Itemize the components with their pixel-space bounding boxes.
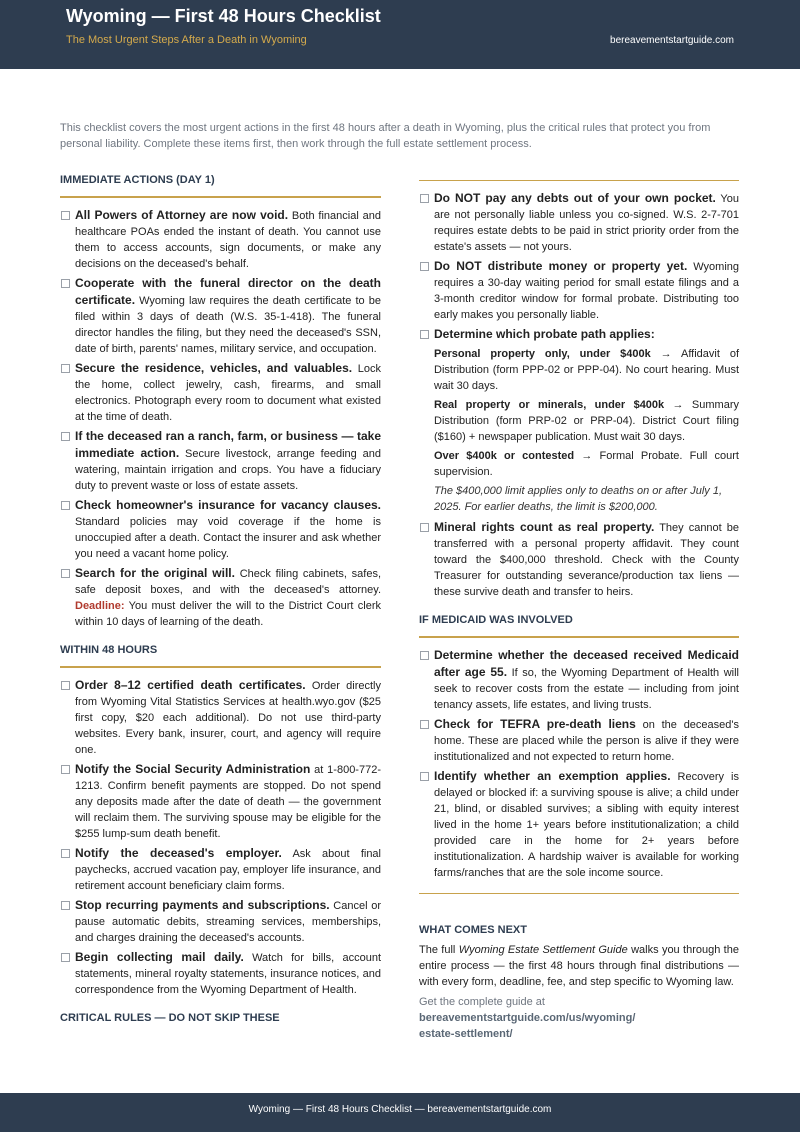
- item-title: Notify the deceased's employer.: [75, 846, 282, 860]
- next-paragraph: [419, 942, 739, 990]
- checklist-item: [60, 677, 381, 758]
- right-column: [419, 180, 739, 1042]
- item-text: Both financial and healthcare POAs ended the instant of death. You cannot use them to access accounts, sign documents, or make any decisions on the deceased's behalf.: [75, 210, 381, 270]
- item-title: Order 8–12 certified death certificates.: [75, 678, 306, 692]
- checkbox-icon[interactable]: [61, 364, 70, 373]
- arrow-icon: →: [581, 450, 593, 462]
- deadline-label: Deadline:: [75, 600, 125, 612]
- checklist-item: [419, 647, 739, 713]
- checkbox-icon[interactable]: [420, 651, 429, 660]
- item-title: Check for TEFRA pre-death liens: [434, 717, 636, 731]
- section-heading-immediate: IMMEDIATE ACTIONS (DAY 1): [60, 174, 215, 186]
- checkbox-icon[interactable]: [61, 432, 70, 441]
- item-text: Order directly from Wyoming Vital Statistics Services at health.wyo.gov ($25 first copy, $20 each additional). Do not use third-party websites. Every bank, insurer, court, and agency will require one.: [75, 680, 381, 756]
- section-divider: [60, 666, 381, 668]
- checkbox-icon[interactable]: [420, 262, 429, 271]
- item-text: Wyoming law requires the death certificate to be filed within 3 days of death (W.S. 35-1-418). The funeral director handles the filing, but they need the deceased's SSN, date of birth, parents' names, military service, and occupation.: [75, 295, 381, 355]
- item-title: Cooperate with the funeral director on the death certificate.: [75, 276, 381, 307]
- path-text: Formal Probate. Full court supervision.: [434, 450, 739, 478]
- left-column: [60, 170, 381, 1026]
- item-text: Wyoming requires a 30-day waiting period for small estate filings and a 3-month creditor window for formal probate. Distributing too early makes you personally liable.: [434, 261, 739, 321]
- item-title: Notify the Social Security Administration: [75, 762, 311, 776]
- checklist-item: [419, 519, 739, 600]
- path-text: Summary Distribution (form PRP-02 or PRP-04). District Court filing ($160) + newspaper publication. Must wait 30 days.: [434, 399, 739, 443]
- item-title: Determine which probate path applies:: [434, 327, 655, 341]
- item-title: Do NOT distribute money or property yet.: [434, 259, 688, 273]
- next-text-after: walks you through the entire process — the first 48 hours through final distributions — with every form, deadline, fee, and step specific to Wyoming law.: [419, 944, 739, 988]
- item-title: Check homeowner's insurance for vacancy clauses.: [75, 498, 381, 512]
- guide-link-line2[interactable]: estate-settlement/: [419, 1028, 513, 1040]
- checkbox-icon[interactable]: [61, 211, 70, 220]
- path-label: Over $400k or contested: [434, 450, 575, 462]
- checklist-item: [60, 428, 381, 494]
- probate-path: [419, 397, 739, 445]
- section-divider: [419, 893, 739, 894]
- checkbox-icon[interactable]: [420, 194, 429, 203]
- item-text: Watch for bills, account statements, mineral royalty statements, insurance notices, and correspondence from the Wyoming Department of Health.: [75, 952, 382, 996]
- path-label: Real property or minerals, under $400k: [434, 399, 665, 411]
- probate-path: [419, 346, 739, 394]
- checklist-item: [60, 949, 381, 998]
- header-site-link[interactable]: bereavementstartguide.com: [610, 35, 734, 46]
- checkbox-icon[interactable]: [61, 765, 70, 774]
- item-text: Standard policies may void coverage if the home is unoccupied after a death. Contact the insurer and ask whether you need a vacant home policy.: [75, 516, 381, 560]
- item-text: at 1-800-772-1213. Confirm benefit payments are stopped. Do not spend any deposits made after the date of death — the government will reclaim them. The surviving spouse may be eligible for the $255 lump-sum death benefit.: [75, 764, 381, 840]
- path-text: Affidavit of Distribution (form PPP-02 or PPP-04). No court hearing. Must wait 30 days.: [434, 348, 739, 392]
- checklist-item: [60, 207, 381, 272]
- checklist-item: [419, 258, 739, 323]
- item-text: Secure livestock, arrange feeding and watering, maintain irrigation and crops. You have a fiduciary duty to prevent waste or loss of estate assets.: [75, 448, 381, 492]
- item-text: Check filing cabinets, safes, safe deposit boxes, and with the deceased's attorney.: [75, 568, 381, 596]
- checkbox-icon[interactable]: [61, 501, 70, 510]
- item-text: You are not personally liable unless you co-signed. W.S. 2-7-701 requires estate debts to be paid in strict priority order from the estate's assets — not yours.: [434, 193, 739, 253]
- item-text: Cancel or pause automatic debits, streaming services, memberships, and charges draining the deceased's accounts.: [75, 900, 381, 944]
- checkbox-icon[interactable]: [420, 523, 429, 532]
- checkbox-icon[interactable]: [61, 569, 70, 578]
- item-title: If the deceased ran a ranch, farm, or business — take immediate action.: [75, 429, 381, 460]
- item-title: Identify whether an exemption applies.: [434, 769, 671, 783]
- section-heading-within48: WITHIN 48 HOURS: [60, 644, 158, 656]
- section-divider: [419, 180, 739, 181]
- item-text: Recovery is delayed or blocked if: a surviving spouse is alive; a child under 21, blind, or disabled survives; a sibling with equity interest lived in the home 1+ years before institutionalization; a child provided care in the home for 2+ years before institutionalization. A hardship waiver is available for working farms/ranches that are the sole income source.: [434, 771, 739, 879]
- section-heading-next: WHAT COMES NEXT: [419, 924, 527, 936]
- limit-note: The $400,000 limit applies only to deaths on or after July 1, 2025. For earlier deaths, the limit is $200,000.: [434, 485, 723, 513]
- item-title: Do NOT pay any debts out of your own pocket.: [434, 191, 716, 205]
- probate-path: [419, 448, 739, 480]
- item-title: Secure the residence, vehicles, and valuables.: [75, 361, 353, 375]
- item-title: Begin collecting mail daily.: [75, 950, 244, 964]
- item-text: on the deceased's home. These are placed while the person is alive if they were institutionalized and not expected to return home.: [434, 719, 739, 763]
- checkbox-icon[interactable]: [61, 901, 70, 910]
- checklist-item: [419, 768, 739, 881]
- checkbox-icon[interactable]: [61, 953, 70, 962]
- path-label: Personal property only, under $400k: [434, 348, 651, 360]
- item-text: Lock the home, collect jewelry, cash, firearms, and small electronics. Photograph every room to document what existed at the time of death.: [75, 363, 381, 423]
- item-title: Search for the original will.: [75, 566, 235, 580]
- checkbox-icon[interactable]: [420, 330, 429, 339]
- checkbox-icon[interactable]: [61, 279, 70, 288]
- page-subtitle: The Most Urgent Steps After a Death in Wyoming: [66, 34, 307, 46]
- item-title: All Powers of Attorney are now void.: [75, 208, 289, 222]
- footer-text: Wyoming — First 48 Hours Checklist — bereavementstartguide.com: [248, 1104, 552, 1115]
- item-title: Mineral rights count as real property.: [434, 520, 655, 534]
- item-title: Determine whether the deceased received Medicaid after age 55.: [434, 648, 739, 679]
- checklist-item: [60, 497, 381, 562]
- checklist-item: [60, 275, 381, 357]
- checklist-item: [419, 716, 739, 765]
- checklist-item: [60, 897, 381, 946]
- checkbox-icon[interactable]: [420, 720, 429, 729]
- checklist-item: [60, 565, 381, 630]
- checkbox-icon[interactable]: [420, 772, 429, 781]
- arrow-icon: →: [672, 399, 684, 411]
- page-header: [0, 0, 800, 69]
- arrow-icon: →: [660, 348, 672, 360]
- item-title: Stop recurring payments and subscriptions.: [75, 898, 330, 912]
- get-guide-label: Get the complete guide at: [419, 996, 545, 1008]
- next-text-before: The full: [419, 944, 459, 956]
- page-footer: [0, 1093, 800, 1132]
- checklist-item: [60, 360, 381, 425]
- item-text: They cannot be transferred with a personal property affidavit. They count toward the $400,000 threshold. Check with the County Treasurer for outstanding severance/production tax liens — these survive death and transfer to heirs.: [434, 522, 739, 598]
- section-heading-critical: CRITICAL RULES — DO NOT SKIP THESE: [60, 1012, 280, 1024]
- checkbox-icon[interactable]: [61, 681, 70, 690]
- checklist-item: [419, 190, 739, 255]
- section-divider: [60, 196, 381, 198]
- item-text: Ask about final paychecks, accrued vacation pay, employer life insurance, and retirement account beneficiary claim forms.: [75, 848, 381, 892]
- checklist-item: [60, 845, 381, 894]
- item-text: If so, the Wyoming Department of Health will seek to recover costs from the estate — including from joint tenancy assets, life estates, and living trusts.: [434, 667, 739, 711]
- intro-paragraph: This checklist covers the most urgent actions in the first 48 hours after a death in Wyoming, plus the critical rules that protect you from personal liability. Complete these items first, then work through the full estate settlement process.: [60, 122, 711, 150]
- page-title: Wyoming — First 48 Hours Checklist: [66, 6, 381, 26]
- deadline-text: You must deliver the will to the District Court clerk within 10 days of learning of the death.: [75, 600, 381, 628]
- guide-link-line1[interactable]: bereavementstartguide.com/us/wyoming/: [419, 1012, 636, 1024]
- guide-title: Wyoming Estate Settlement Guide: [458, 944, 628, 956]
- checklist-item: [60, 761, 381, 842]
- section-divider: [419, 636, 739, 638]
- checkbox-icon[interactable]: [61, 849, 70, 858]
- checklist-item: [419, 326, 739, 343]
- section-heading-medicaid: IF MEDICAID WAS INVOLVED: [419, 614, 573, 626]
